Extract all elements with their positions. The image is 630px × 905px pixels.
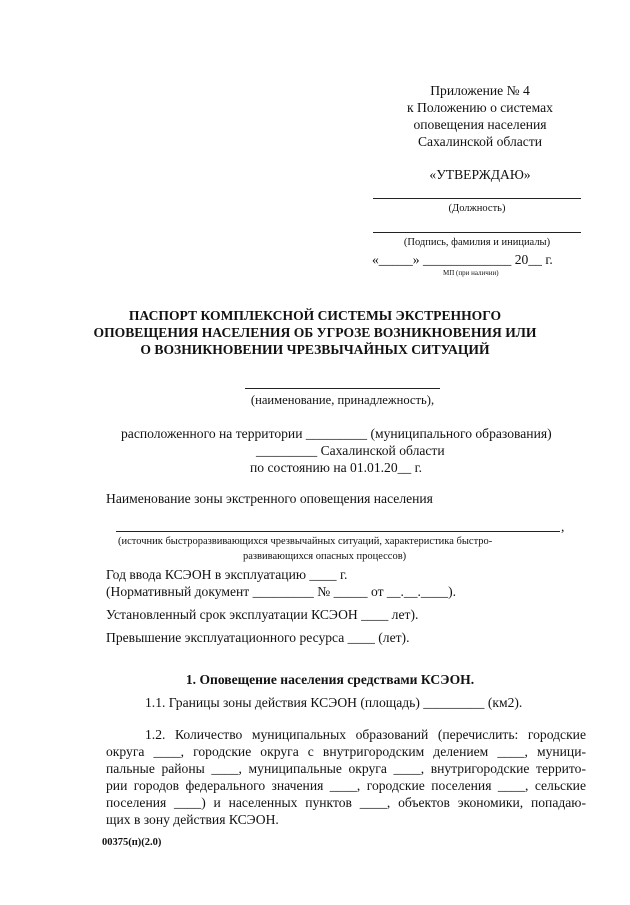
appendix-line-1: Приложение № 4 (430, 83, 530, 98)
document-code: 00375(п)(2.0) (102, 837, 162, 848)
doc-title-line-1: ПАСПОРТ КОМПЛЕКСНОЙ СИСТЕМЫ ЭКСТРЕННОГО (128, 308, 502, 323)
location-line-1: расположенного на территории _________ (муниципального образования) (121, 426, 552, 441)
commission-year-field: Год ввода КСЭОН в эксплуатацию ____ г. (106, 567, 348, 582)
appendix-line-2: к Положению о системах (407, 100, 553, 115)
paragraph-1-2-line: 1.2. Количество муниципальных образований (перечислить: городские (145, 727, 586, 742)
zone-caption-1: (источник быстроразвивающихся чрезвычайных ситуаций, характеристика быстро- (118, 536, 493, 547)
doc-title-line-3: О ВОЗНИКНОВЕНИИ ЧРЕЗВЫЧАЙНЫХ СИТУАЦИЙ (140, 342, 490, 357)
zone-comma: , (561, 519, 565, 534)
position-line (373, 198, 581, 199)
section-1-heading: 1. Оповещение населения средствами КСЭОН. (185, 672, 475, 687)
zone-label: Наименование зоны экстренного оповещения населения (106, 491, 433, 506)
resource-excess-field: Превышение эксплуатационного ресурса ____ (лет). (106, 630, 410, 645)
service-term-field: Установленный срок эксплуатации КСЭОН ____ лет). (106, 607, 419, 622)
signature-caption: (Подпись, фамилия и инициалы) (403, 237, 551, 248)
name-caption: (наименование, принадлежность), (250, 393, 435, 407)
location-line-3: по состоянию на 01.01.20__ г. (250, 460, 423, 475)
position-caption: (Должность) (448, 203, 506, 214)
zone-line (116, 531, 560, 532)
paragraph-1-1: 1.1. Границы зоны действия КСЭОН (площадь) _________ (км2). (145, 695, 523, 710)
paragraph-1-2-line: рии городов федерального значения ____, городские поселения ____, сельские (106, 778, 586, 793)
signature-line (373, 232, 581, 233)
zone-caption-2: развивающихся опасных процессов) (243, 551, 407, 562)
location-line-2: _________ Сахалинской области (256, 443, 445, 458)
appendix-line-3: оповещения населения (413, 117, 547, 132)
doc-title-line-2: ОПОВЕЩЕНИЯ НАСЕЛЕНИЯ ОБ УГРОЗЕ ВОЗНИКНОВЕНИЯ ИЛИ (93, 325, 537, 340)
normative-document-field: (Нормативный документ _________ № _____ от __.__.____). (106, 584, 457, 599)
name-line (245, 388, 440, 389)
approve-date-line: «_____» _____________ 20__ г. (372, 252, 553, 267)
approve-title: «УТВЕРЖДАЮ» (429, 167, 531, 182)
stamp-caption: МП (при наличии) (443, 269, 499, 277)
paragraph-1-2-line: пальные районы ____, муниципальные округа ____, внутригородские террито- (106, 761, 586, 776)
paragraph-1-2-line: округа ____, городские округа с внутригородским делением ____, муници- (106, 744, 586, 759)
paragraph-1-2-line: щих в зону действия КСЭОН. (106, 812, 279, 827)
paragraph-1-2-line: поселения ____) и населенных пунктов ____, объектов экономики, попадаю- (106, 795, 586, 810)
appendix-line-4: Сахалинской области (417, 134, 543, 149)
